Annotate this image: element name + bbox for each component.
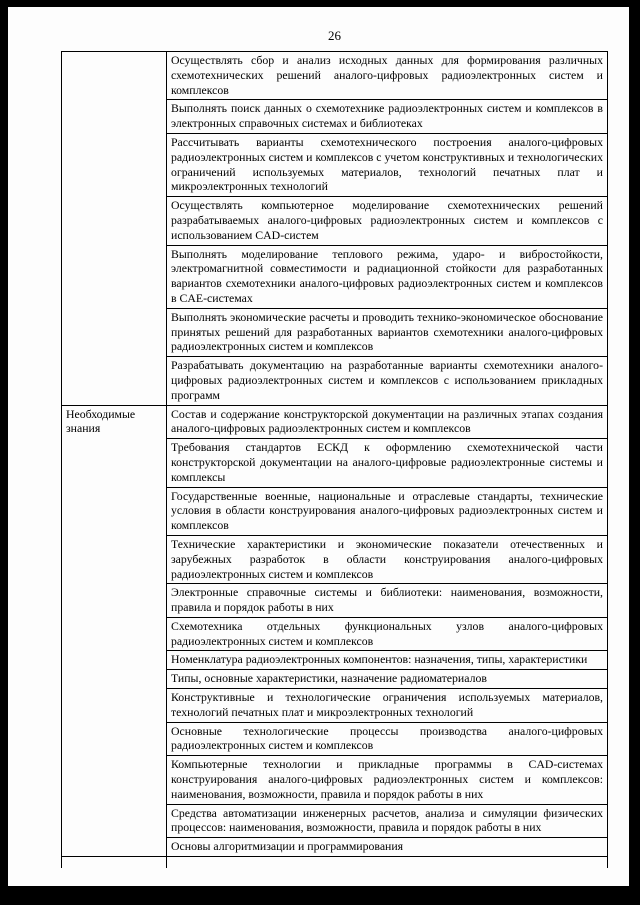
- row-group-label: [62, 857, 167, 869]
- table-row: [62, 405, 608, 439]
- requirement-text-cell: Состав и содержание конструкторской документации на различных этапах создания аналого-цифровых радиоэлектронных систем и комплексов: [167, 405, 608, 439]
- requirement-text-cell: Государственные военные, национальные и отраслевые стандарты, технические условия в области конструирования аналого-цифровых радиоэлектронных систем и комплексов: [167, 487, 608, 535]
- page-number: 26: [328, 28, 341, 43]
- requirement-text-cell: Конструктивные и технологические ограничения используемых материалов, технологий печатных плат и микроэлектронных технологий: [167, 689, 608, 723]
- requirement-text-cell: Схемотехника отдельных функциональных узлов аналого-цифровых радиоэлектронных систем и комплексов: [167, 617, 608, 651]
- requirement-text-cell: Осуществлять компьютерное моделирование схемотехнических решений разрабатываемых аналого-цифровых радиоэлектронных систем и комплексов с использованием CAD-систем: [167, 197, 608, 245]
- document-page: [8, 7, 629, 886]
- table-row: [62, 52, 608, 100]
- requirement-text-cell: Электронные справочные системы и библиотеки: наименования, возможности, правила и порядок работы в них: [167, 584, 608, 618]
- requirement-text-cell: Рассчитывать варианты схемотехнического построения аналого-цифровых радиоэлектронных систем и комплексов с учетом конструктивных и технологических ограничений используемых материалов, технологий печатных плат и микроэлектронных технологий: [167, 133, 608, 196]
- requirement-text-cell: Типы, основные характеристики, назначение радиоматериалов: [167, 670, 608, 689]
- row-group-label: [62, 52, 167, 406]
- requirement-text-cell: Технические характеристики и экономические показатели отечественных и зарубежных разработок в области конструирования аналого-цифровых радиоэлектронных систем и комплексов: [167, 535, 608, 583]
- requirement-text-cell: Выполнять моделирование теплового режима, ударо- и вибростойкости, электромагнитной совместимости и радиационной стойкости для разработанных вариантов схемотехники аналого-цифровых радиоэлектронных систем и комплексов в CAE-системах: [167, 245, 608, 308]
- requirement-text-cell: [167, 857, 608, 869]
- requirements-table: [61, 51, 608, 868]
- requirement-text-cell: Номенклатура радиоэлектронных компонентов: назначения, типы, характеристики: [167, 651, 608, 670]
- requirement-text-cell: Требования стандартов ЕСКД к оформлению схемотехнической части конструкторской документации на аналого-цифровые радиоэлектронные системы и комплексы: [167, 439, 608, 487]
- table-row-partial: [62, 857, 608, 869]
- requirement-text-cell: Основные технологические процессы производства аналого-цифровых радиоэлектронных систем и комплексов: [167, 722, 608, 756]
- requirement-text-cell: Выполнять экономические расчеты и проводить технико-экономическое обоснование принятых решений для разработанных вариантов схемотехники аналого-цифровых радиоэлектронных систем и комплексов: [167, 308, 608, 356]
- requirement-text-cell: Разрабатывать документацию на разработанные варианты схемотехники аналого-цифровых радиоэлектронных систем и комплексов с использованием прикладных программ: [167, 357, 608, 405]
- requirement-text-cell: Выполнять поиск данных о схемотехнике радиоэлектронных систем и комплексов в электронных справочных системах и библиотеках: [167, 100, 608, 134]
- row-group-label: Необходимые знания: [62, 405, 167, 857]
- requirement-text-cell: Осуществлять сбор и анализ исходных данных для формирования различных схемотехнических решений аналого-цифровых радиоэлектронных систем и комплексов: [167, 52, 608, 100]
- requirement-text-cell: Компьютерные технологии и прикладные программы в CAD-системах конструирования аналого-цифровых радиоэлектронных систем и комплексов: наименования, возможности, правила и порядок работы в них: [167, 756, 608, 804]
- requirement-text-cell: Основы алгоритмизации и программирования: [167, 838, 608, 857]
- requirements-table-body: [62, 52, 608, 869]
- requirement-text-cell: Средства автоматизации инженерных расчетов, анализа и симуляции физических процессов: наименования, возможности, правила и порядок работы в них: [167, 804, 608, 838]
